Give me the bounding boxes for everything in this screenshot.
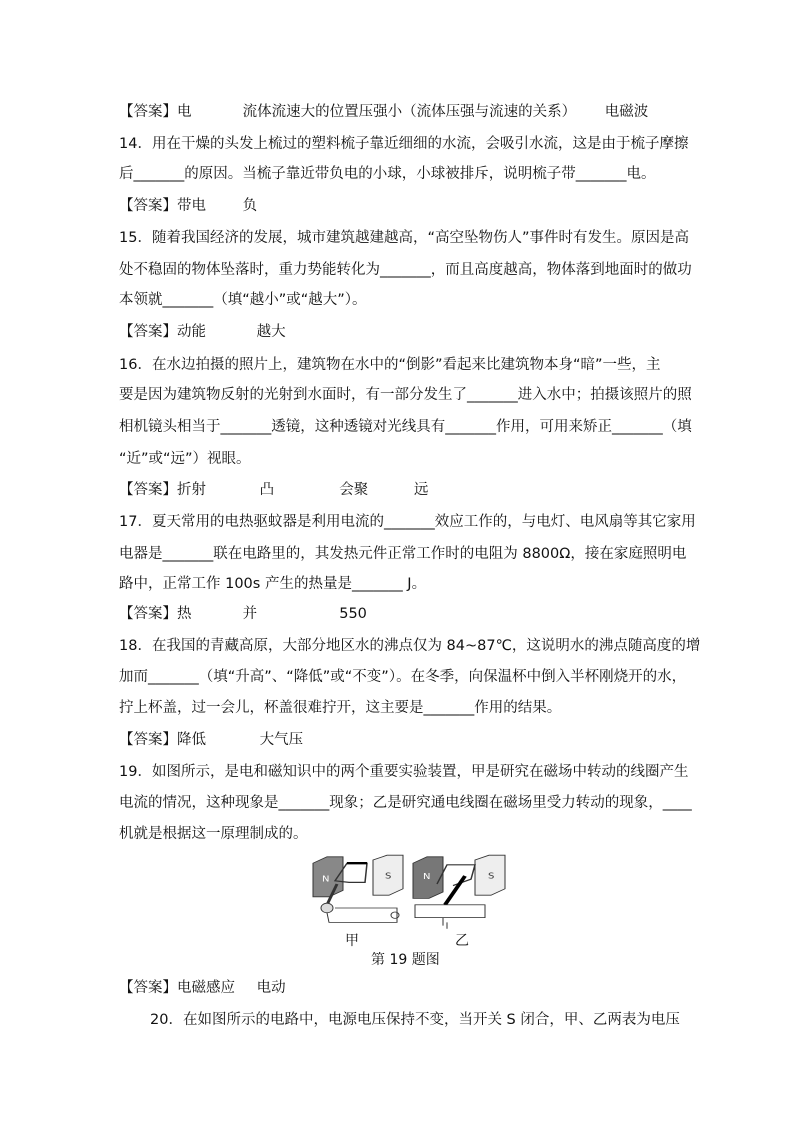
answer-part: 【答案】降低	[119, 732, 206, 748]
answer-part: 【答案】热	[119, 606, 192, 622]
answer-part: 流体流速大的位置压强小（流体压强与流速的关系）	[242, 104, 577, 120]
magnet-label: N	[322, 875, 330, 885]
figure-19	[305, 852, 515, 972]
motor-apparatus	[413, 855, 505, 929]
question-line: 20．在如图所示的电路中，电源电压保持不变，当开关 S 闭合，甲、乙两表为电压	[150, 1012, 680, 1028]
question-line: 19．如图所示，是电和磁知识中的两个重要实验装置，甲是研究在磁场中转动的线圈产生	[119, 764, 689, 780]
question-line: 路中，正常工作 100s 产生的热量是_______ J。	[119, 576, 427, 592]
question-line: 本领就_______（填“越小”或“越大”）。	[119, 292, 367, 308]
figure-caption: 第 19 题图	[371, 952, 440, 968]
question-line: 拧上杯盖，过一会儿，杯盖很难拧开，这主要是_______作用的结果。	[119, 700, 562, 716]
answer-q16	[119, 480, 428, 500]
answer-q13	[119, 102, 648, 122]
answer-q19	[119, 978, 286, 998]
generator-apparatus	[313, 855, 403, 922]
answer-part: 远	[413, 482, 429, 498]
answer-part: 550	[339, 606, 367, 622]
answer-part: 电动	[256, 980, 286, 996]
question-line: 后_______的原因。当梳子靠近带负电的小球，小球被排斥，说明梳子带_______电。	[119, 166, 656, 182]
answer-part: 电磁波	[604, 104, 649, 120]
answer-q18	[119, 730, 303, 750]
question-line: 机就是根据这一原理制成的。	[119, 826, 308, 842]
question-line: 18．在我国的青藏高原，大部分地区水的沸点仅为 84~87℃，这说明水的沸点随高度的增	[119, 638, 701, 654]
question-line: “近”或“远”）视眼。	[119, 451, 251, 467]
generator-motor-diagram	[305, 852, 515, 932]
answer-part: 【答案】电	[119, 104, 192, 120]
figure-label-right: 乙	[455, 933, 469, 949]
answer-part: 【答案】带电	[119, 198, 206, 214]
question-line: 要是因为建筑物反射的光射到水面时，有一部分发生了_______进入水中；拍摄该照片的照	[119, 387, 692, 403]
answer-part: 大气压	[259, 732, 304, 748]
magnet-label: N	[423, 873, 431, 882]
answer-part: 负	[242, 198, 258, 214]
question-line: 电器是_______联在电路里的，其发热元件正常工作时的电阻为 8800Ω，接在家庭照明电	[119, 546, 687, 562]
answer-q17	[119, 604, 367, 624]
question-line: 17．夏天常用的电热驱蚊器是利用电流的_______效应工作的，与电灯、电风扇等其它家用	[119, 514, 696, 530]
answer-q15	[119, 322, 286, 342]
question-line: 加而_______（填“升高”、“降低”或“不变”）。在冬季，向保温杯中倒入半杯刚烧开的水，	[119, 669, 687, 685]
magnet-label: S	[385, 872, 392, 882]
answer-part: 凸	[259, 482, 275, 498]
question-line: 14．用在干燥的头发上梳过的塑料梳子靠近细细的水流，会吸引水流，这是由于梳子摩擦	[119, 136, 689, 152]
answer-part: 【答案】动能	[119, 324, 206, 340]
answer-part: 会聚	[339, 482, 369, 498]
figure-label-left: 甲	[345, 933, 359, 949]
magnet-label: S	[488, 872, 495, 882]
answer-part: 【答案】电磁感应	[119, 980, 235, 996]
question-line: 处不稳固的物体坠落时，重力势能转化为_______，而且高度越高，物体落到地面时的做功	[119, 262, 692, 278]
answer-part: 并	[242, 606, 258, 622]
question-line: 16．在水边拍摄的照片上，建筑物在水中的“倒影”看起来比建筑物本身“暗”一些，主	[119, 357, 661, 373]
answer-part: 【答案】折射	[119, 482, 206, 498]
answer-q14	[119, 196, 257, 216]
question-line: 15．随着我国经济的发展，城市建筑越建越高，“高空坠物伤人”事件时有发生。原因是高	[119, 230, 689, 246]
question-line: 相机镜头相当于_______透镜，这种透镜对光线具有_______作用，可用来矫正_______（填	[119, 419, 692, 435]
answer-part: 越大	[256, 324, 286, 340]
question-line: 电流的情况，这种现象是_______现象；乙是研究通电线圈在磁场里受力转动的现象，____	[119, 795, 692, 811]
